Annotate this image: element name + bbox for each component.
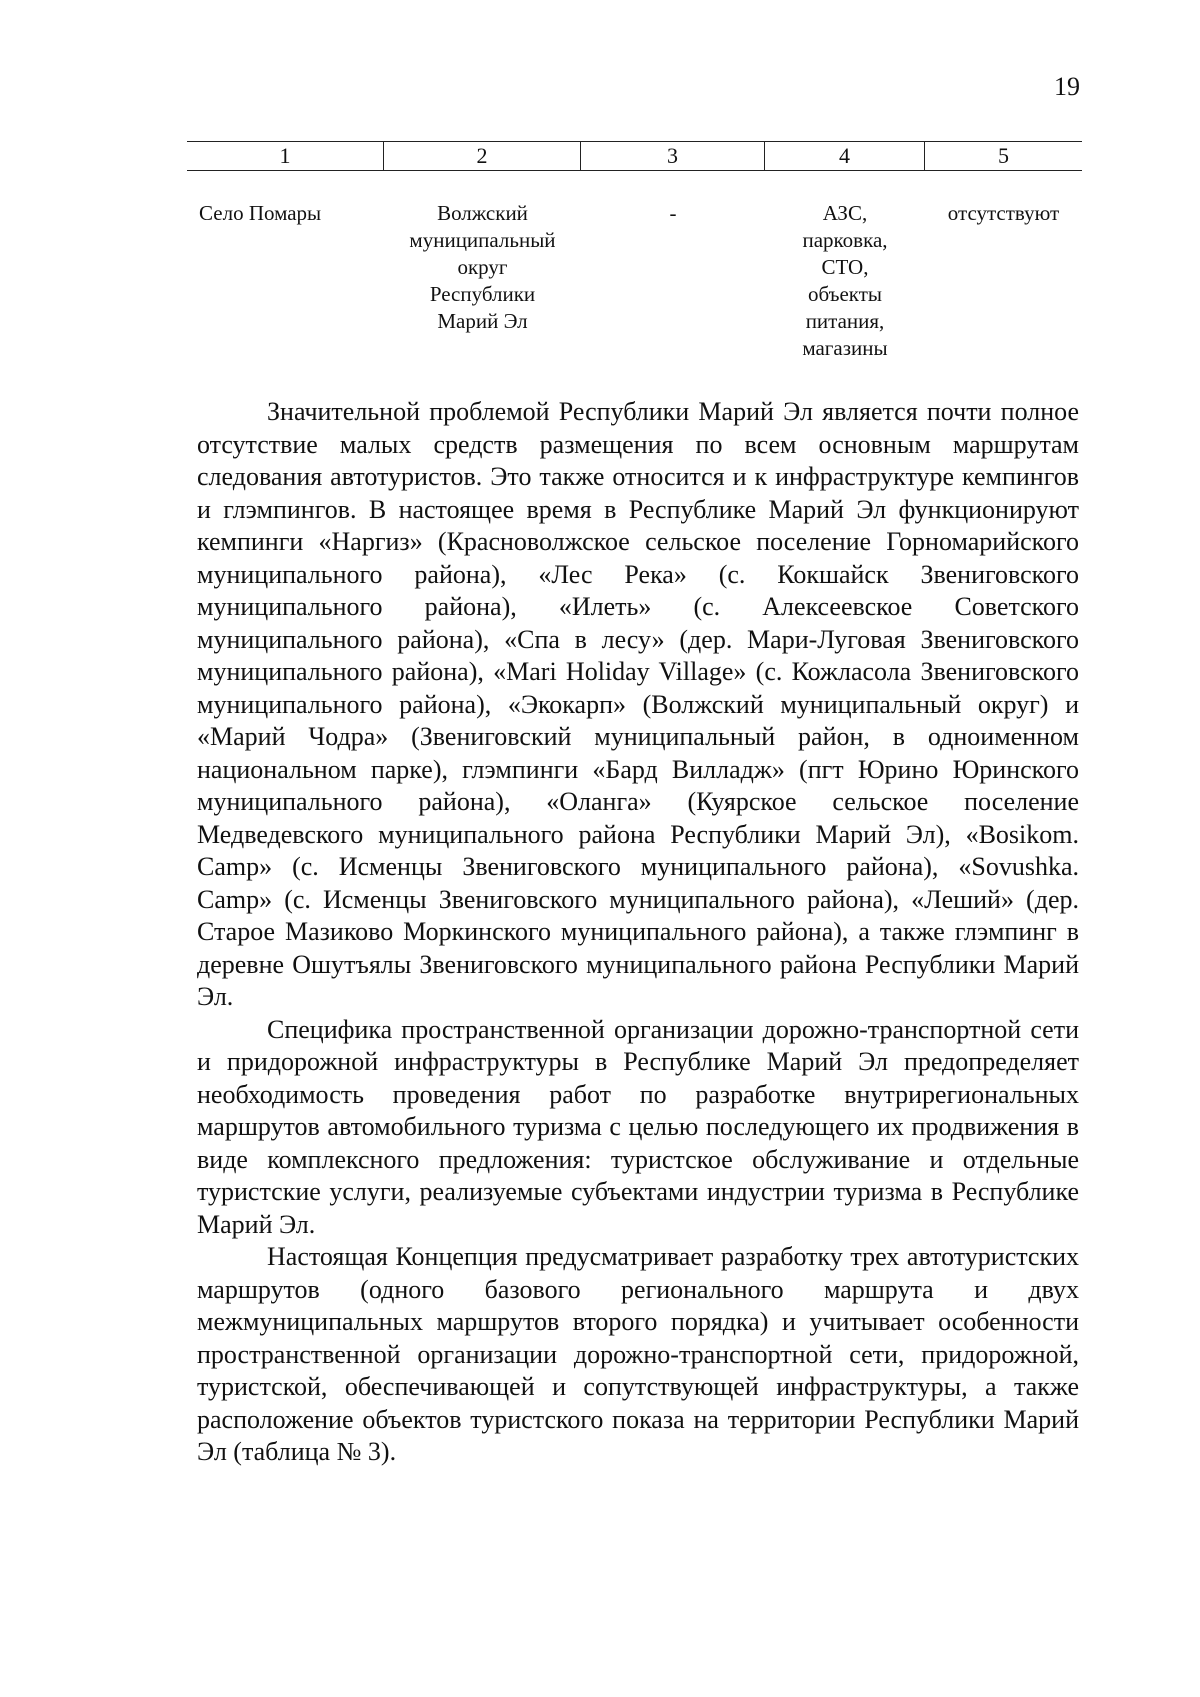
table-header-cell-5: 5 xyxy=(998,143,1009,168)
paragraph-concept: Настоящая Концепция предусматривает разработку трех автотуристских маршрутов (одного базового регионального маршрута и двух межмуниципальных маршрутов второго порядка) и учитывает особенности пространственной организации дорожно-транспортной сети, придорожной, туристской, обеспечивающей и сопутствующей инфраструктуры, а также расположение объектов туристского показа на территории Республики Марий Эл (таблица № 3). xyxy=(197,1242,1079,1466)
table-header-cell-2: 2 xyxy=(384,142,581,170)
body-text xyxy=(197,396,1079,1469)
absent-cell: отсутствуют xyxy=(947,201,1060,225)
municipality-cell: Волжский муниципальный округ Республики Марий Эл xyxy=(409,201,556,333)
settlement-cell: Село Помары xyxy=(199,201,322,225)
dash-cell: - xyxy=(669,201,677,225)
paragraph-campings: Значительной проблемой Республики Марий Эл является почти полное отсутствие малых средств размещения по всем основным маршрутам следования автотуристов. Это также относится и к инфраструктуре кемпингов и глэмпингов. В настоящее время в Республике Марий Эл функционируют кемпинги «Наргиз» (Красноволжское сельское поселение Горномарийского муниципального района), «Лес Река» (с. Кокшайск Звениговского муниципального района), «Илеть» (с. Алексеевское Советского муниципального района), «Спа в лесу» (дер. Мари-Луговая Звениговского муниципального района), «Mari Holiday Village» (с. Кожласола Звениговского муниципального района), «Экокарп» (Волжский муниципальный округ) и «Марий Чодра» (Звениговский муниципальный район, в одноименном национальном парке), глэмпинги «Бард Вилладж» (пгт Юрино Юринского муниципального района), «Оланга» (Куярское сельское поселение Медведевского муниципального района Республики Марий Эл), «Bosikom. Camp» (с. Исменцы Звениговского муниципального района), «Sovushka. Camp» (с. Исменцы Звениговского муниципального района), «Леший» (дер. Старое Мазиково Моркинского муниципального района), а также глэмпинг в деревне Ошутъялы Звениговского муниципального района Республики Марий Эл. xyxy=(197,397,1079,1011)
table-row xyxy=(187,200,1082,362)
infrastructure-cell: АЗС, парковка, СТО, объекты питания, магазины xyxy=(802,201,888,360)
table-header-cell-3: 3 xyxy=(581,142,765,170)
page-number: 19 xyxy=(1054,72,1080,101)
table-header-cell-4: 4 xyxy=(765,142,925,170)
paragraph-specifics: Специфика пространственной организации дорожно-транспортной сети и придорожной инфраструктуры в Республике Марий Эл предопределяет необходимость проведения работ по разработке внутрирегиональных маршрутов автомобильного туризма с целью последующего их продвижения в виде комплексного предложения: туристское обслуживание и отдельные туристские услуги, реализуемые субъектами индустрии туризма в Республике Марий Эл. xyxy=(197,1014,1079,1239)
table-header-cell-1: 1 xyxy=(187,142,384,170)
table-header-row xyxy=(187,141,1082,171)
